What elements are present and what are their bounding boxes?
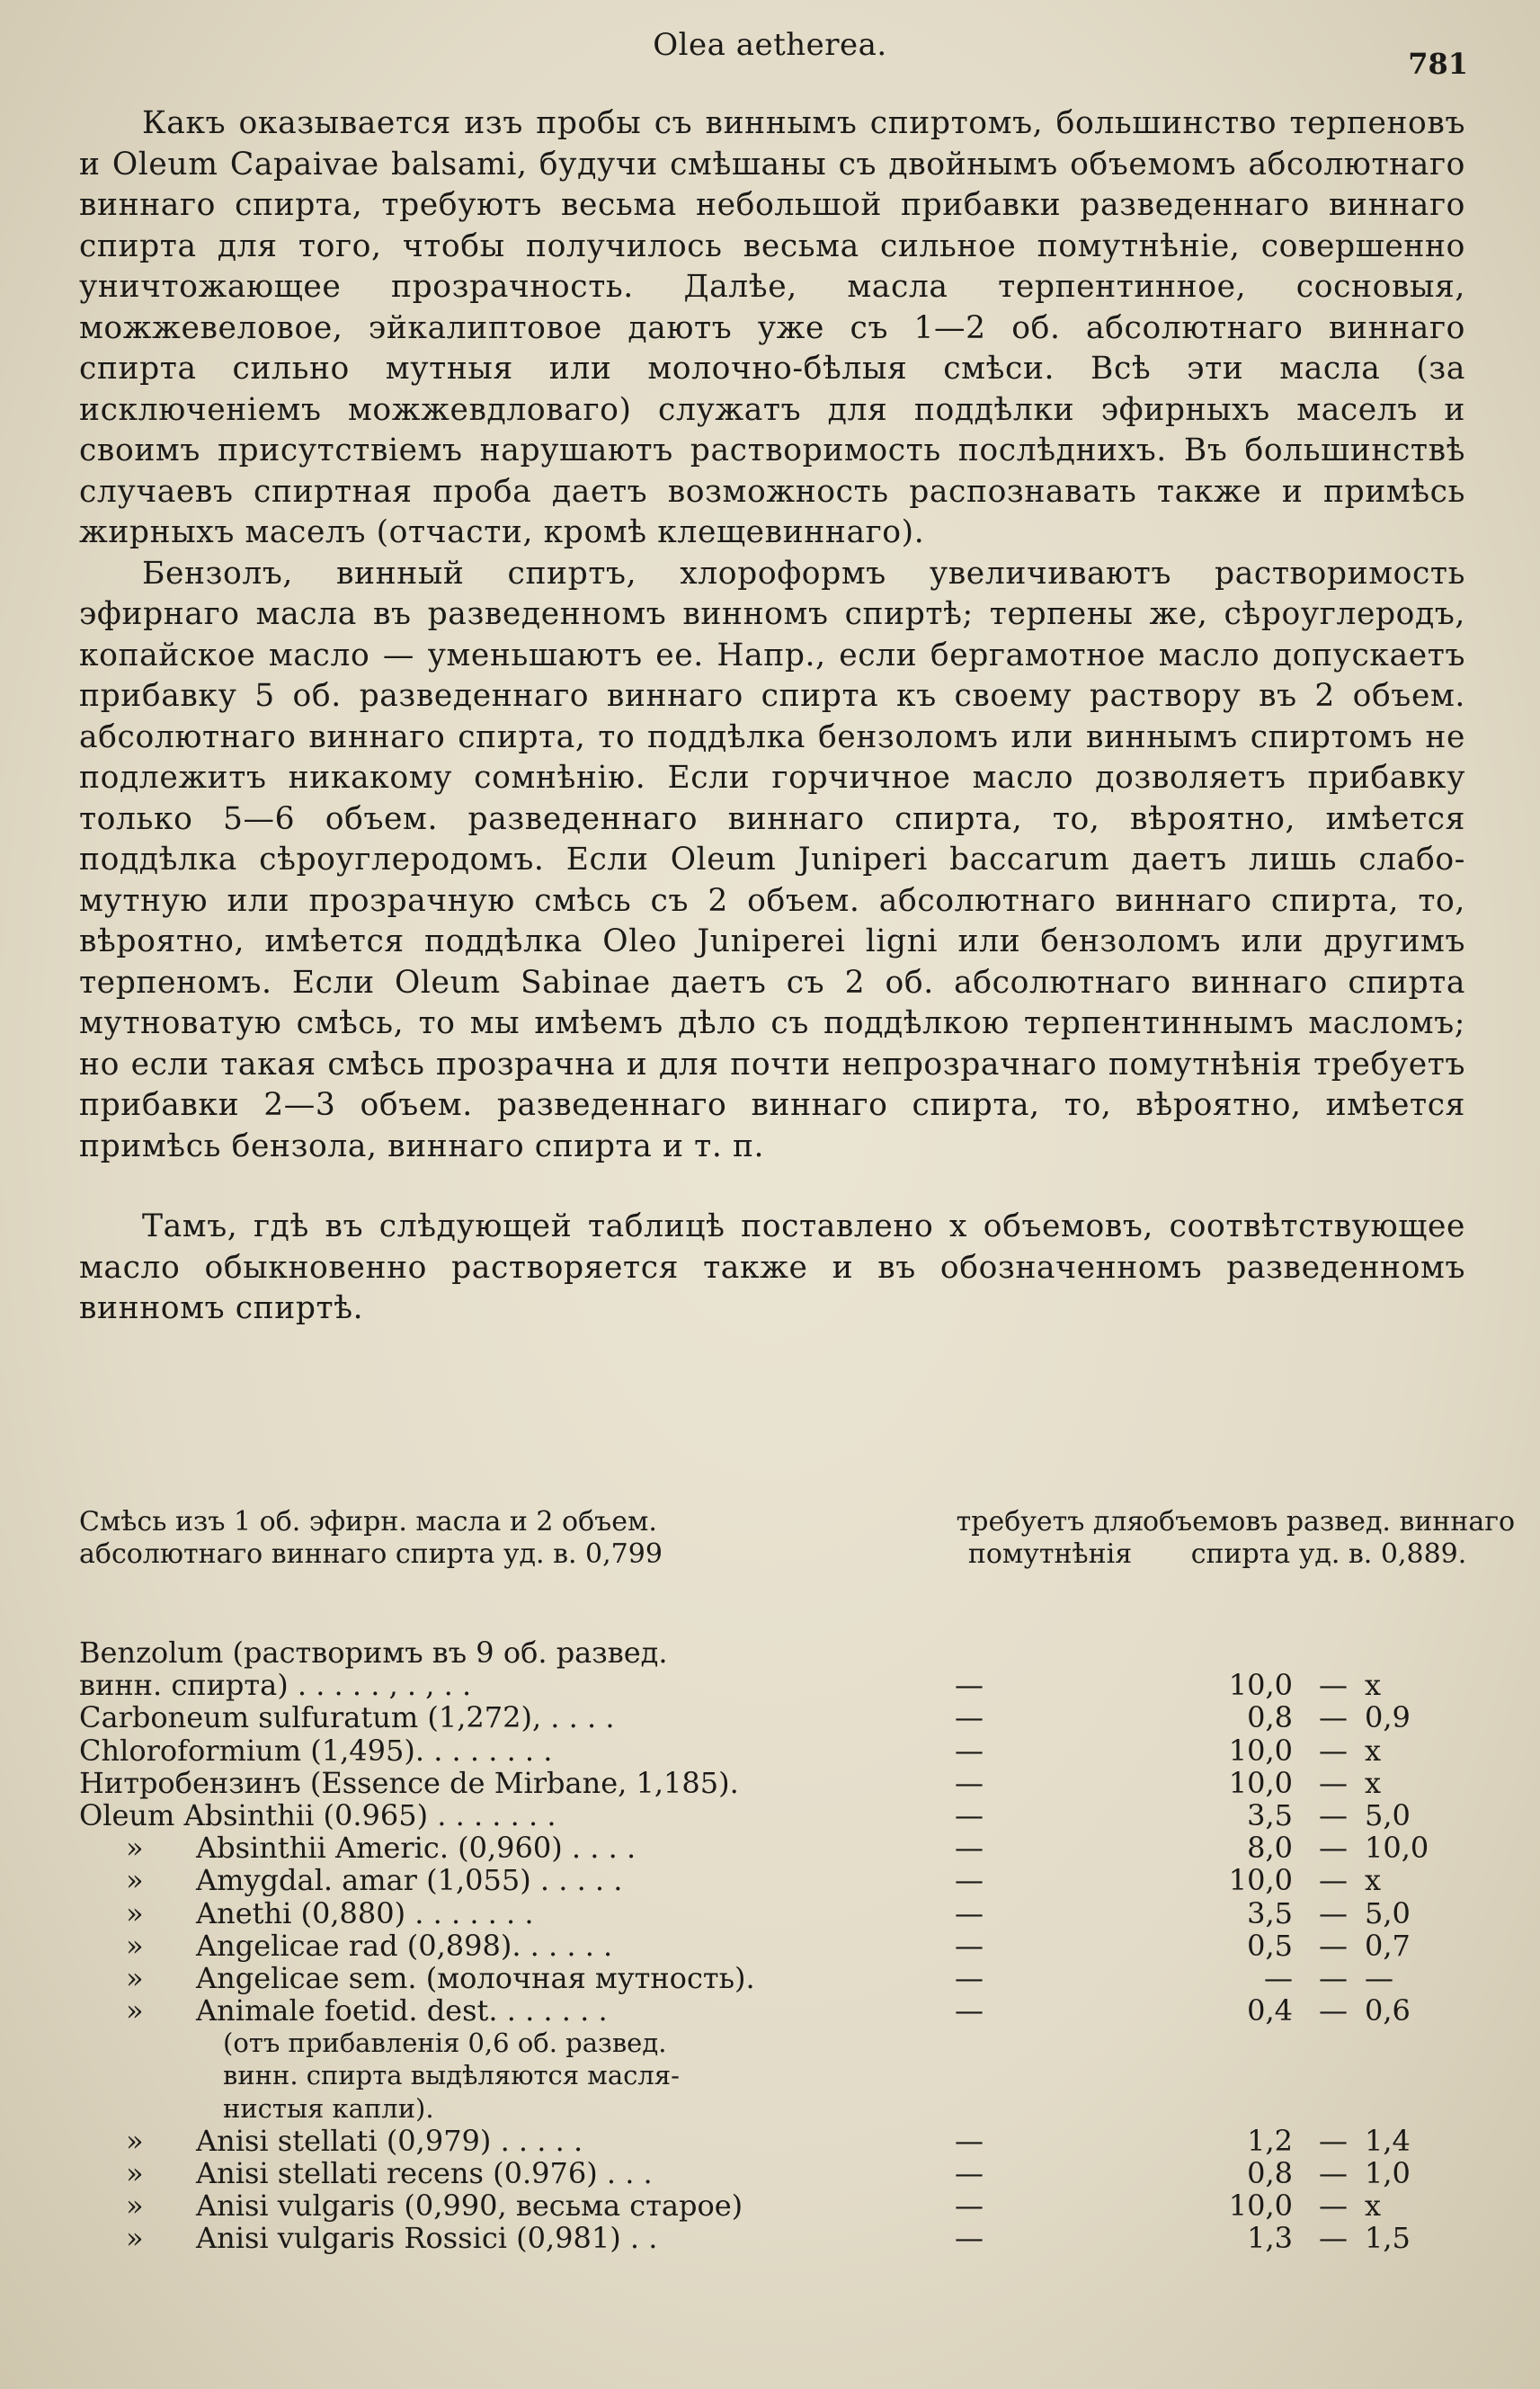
oil-name: винн. спирта) . . . . . , . , . . (79, 1668, 472, 1703)
range-dash: — (1319, 1863, 1348, 1898)
oil-name: Absinthii Americ. (0,960) . . . . (196, 1831, 636, 1866)
table-row (79, 1767, 1482, 1799)
volume-min: 10,0 (1228, 1765, 1293, 1800)
volume-min: 10,0 (1228, 1863, 1293, 1898)
oil-name: Angelicae sem. (молочная мутность). (196, 1960, 755, 1995)
column-header-volumes: объемовъ развед. виннаго спирта уд. в. 0,889. (1142, 1506, 1516, 1570)
ditto-mark: » (126, 2221, 144, 2256)
volume-max: x (1365, 1863, 1382, 1898)
range-dash: — (1319, 1960, 1348, 1995)
required-mark: — (955, 1895, 984, 1930)
table-row (79, 1701, 1482, 1734)
oil-name: Amygdal. amar (1,055) . . . . . (196, 1863, 623, 1898)
table-note-line (79, 2059, 1482, 2091)
column-header-mixture: Смѣсь изъ 1 об. эфирн. масла и 2 объем. абсолютнаго виннаго спирта уд. в. 0,799 (79, 1506, 663, 1570)
oil-name: Anethi (0,880) . . . . . . . (196, 1895, 534, 1930)
ditto-mark: » (126, 2188, 144, 2224)
oil-name: Нитробензинъ (Essence de Mirbane, 1,185). (79, 1765, 739, 1800)
range-dash: — (1319, 1928, 1348, 1963)
range-dash: — (1319, 1831, 1348, 1866)
volume-max: 0,9 (1365, 1700, 1411, 1735)
table-note-line (79, 2027, 1482, 2059)
page-number: 781 (1408, 47, 1468, 81)
paragraph: Какъ оказывается изъ пробы съ виннымъ спиртомъ, большинство терпеновъ и Oleum Capaivae balsami, будучи смѣшаны съ двойнымъ объемомъ абсолютнаго виннаго спирта, требуютъ весьма небольшой прибавки разведеннаго виннаго спирта для того, чтобы получилось весьма сильное помутнѣніе, совершенно уничтожающее прозрачность. Далѣе, масла терпентинное, сосновыя, можжевеловое, эйкалиптовое даютъ уже съ 1—2 об. абсолютнаго виннаго спирта сильно мутныя или молочно-бѣлыя смѣси. Всѣ эти масла (за исключеніемъ можжевдловаго) служатъ для поддѣлки эфирныхъ маселъ и своимъ присутствіемъ нарушаютъ растворимость послѣднихъ. Въ большинствѣ случаевъ спиртная проба даетъ возможность распознавать также и примѣсь жирныхъ маселъ (отчасти, кромѣ клещевиннаго). (79, 105, 1465, 550)
volume-min: 1,2 (1247, 2123, 1293, 2158)
required-mark: — (955, 2156, 984, 2190)
oil-name: (отъ прибавленія 0,6 об. развед. (223, 2028, 667, 2059)
range-dash: — (1319, 1700, 1348, 1735)
table-note-line (79, 2092, 1482, 2125)
required-mark: — (955, 1700, 984, 1735)
oil-name: нистыя капли). (223, 2092, 434, 2124)
ditto-mark: » (126, 1863, 144, 1898)
volume-min: — (1264, 1960, 1293, 1995)
range-dash: — (1319, 1733, 1348, 1768)
table-row (79, 2189, 1482, 2222)
volume-min: 8,0 (1247, 1831, 1293, 1866)
paragraph: Тамъ, гдѣ въ слѣдующей таблицѣ поставлено x объемовъ, соотвѣтствующее масло обыкновенно растворяется также и въ обозначенномъ разведенномъ винномъ спиртѣ. (79, 1208, 1465, 1326)
required-mark: — (955, 1928, 984, 1963)
ditto-mark: » (126, 1895, 144, 1930)
range-dash: — (1319, 1993, 1348, 2028)
required-mark: — (955, 1765, 984, 1800)
volume-max: x (1365, 1765, 1382, 1800)
volume-max: x (1365, 2188, 1382, 2224)
body-text (79, 103, 1465, 1330)
required-mark: — (955, 1668, 984, 1703)
table-row (79, 2125, 1482, 2157)
oil-name: Oleum Absinthii (0.965) . . . . . . . (79, 1797, 556, 1832)
table-row (79, 2222, 1482, 2254)
running-header: Olea aetherea. (653, 27, 887, 63)
volume-max: 10,0 (1365, 1831, 1429, 1866)
oil-name: Anisi stellati (0,979) . . . . . (196, 2123, 583, 2158)
oil-name: Carboneum sulfuratum (1,272), . . . . (79, 1700, 615, 1735)
volume-min: 0,4 (1247, 1993, 1293, 2028)
volume-min: 0,8 (1247, 2156, 1293, 2190)
volume-max: 1,0 (1365, 2156, 1411, 2190)
ditto-mark: » (126, 2123, 144, 2158)
volume-min: 1,3 (1247, 2221, 1293, 2256)
required-mark: — (955, 2188, 984, 2224)
required-mark: — (955, 2221, 984, 2256)
table-row (79, 1636, 1482, 1669)
table-row (79, 1832, 1482, 1864)
ditto-mark: » (126, 1993, 144, 2028)
required-mark: — (955, 1831, 984, 1866)
volume-min: 10,0 (1228, 2188, 1293, 2224)
required-mark: — (955, 1733, 984, 1768)
required-mark: — (955, 1863, 984, 1898)
volume-max: x (1365, 1733, 1382, 1768)
oil-name: винн. спирта выдѣляются масля- (223, 2060, 680, 2091)
solubility-table (79, 1636, 1482, 2255)
range-dash: — (1319, 2221, 1348, 2256)
oil-name: Anisi stellati recens (0.976) . . . (196, 2156, 653, 2190)
range-dash: — (1319, 1668, 1348, 1703)
paragraph: Бензолъ, винный спиртъ, хлороформъ увеличиваютъ растворимость эфирнаго масла въ разведенномъ винномъ спиртѣ; терпены же, сѣроуглеродъ, копайское масло — уменьшаютъ ее. Напр., если бергамотное масло допускаетъ прибавку 5 об. разведеннаго виннаго спирта къ своему раствору въ 2 объем. абсолютнаго виннаго спирта, то поддѣлка бензоломъ или виннымъ спиртомъ не подлежитъ никакому сомнѣнію. Если горчичное масло дозволяетъ прибавку только 5—6 объем. разведеннаго виннаго спирта, то, вѣроятно, имѣется поддѣлка сѣроуглеродомъ. Если Oleum Juniperi baccarum даетъ лишь слабо-мутную или прозрачную смѣсь съ 2 объем. абсолютнаго виннаго спирта, то, вѣроятно, имѣется поддѣлка Oleo Juniperei ligni или бензоломъ или другимъ терпеномъ. Если Oleum Sabinae даетъ съ 2 об. абсолютнаго виннаго спирта мутноватую смѣсь, то мы имѣемъ дѣло съ поддѣлкою терпентиннымъ масломъ; но если такая смѣсь прозрачна и для почти непрозрачнаго помутнѣнія требуетъ прибавки 2—3 объем. разведеннаго виннаго спирта, то, вѣроятно, имѣется примѣсь бензола, виннаго спирта и т. п. (79, 555, 1465, 1164)
range-dash: — (1319, 2156, 1348, 2190)
ditto-mark: » (126, 1831, 144, 1866)
range-dash: — (1319, 2188, 1348, 2224)
volume-min: 3,5 (1247, 1895, 1293, 1930)
range-dash: — (1319, 1765, 1348, 1800)
oil-name: Animale foetid. dest. . . . . . . (196, 1993, 608, 2028)
table-row (79, 1897, 1482, 1930)
table-row (79, 1669, 1482, 1701)
required-mark: — (955, 1993, 984, 2028)
volume-max: 5,0 (1365, 1797, 1411, 1832)
table-row (79, 1799, 1482, 1832)
volume-min: 0,8 (1247, 1700, 1293, 1735)
oil-name: Anisi vulgaris (0,990, весьма старое) (196, 2188, 743, 2224)
volume-max: 1,5 (1365, 2221, 1411, 2256)
volume-min: 3,5 (1247, 1797, 1293, 1832)
volume-max: 0,7 (1365, 1928, 1411, 1963)
volume-max: 5,0 (1365, 1895, 1411, 1930)
volume-max: 0,6 (1365, 1993, 1411, 2028)
volume-min: 0,5 (1247, 1928, 1293, 1963)
table-row (79, 2157, 1482, 2189)
table-row (79, 1962, 1482, 1994)
volume-max: 1,4 (1365, 2123, 1411, 2158)
oil-name: Benzolum (растворимъ въ 9 об. развед. (79, 1636, 668, 1670)
volume-max: — (1365, 1960, 1393, 1995)
ditto-mark: » (126, 1960, 144, 1995)
range-dash: — (1319, 1895, 1348, 1930)
volume-min: 10,0 (1228, 1733, 1293, 1768)
required-mark: — (955, 1960, 984, 1995)
required-mark: — (955, 1797, 984, 1832)
range-dash: — (1319, 2123, 1348, 2158)
table-row (79, 1994, 1482, 2027)
oil-name: Chloroformium (1,495). . . . . . . . (79, 1733, 553, 1768)
oil-name: Anisi vulgaris Rossici (0,981) . . (196, 2221, 658, 2256)
range-dash: — (1319, 1797, 1348, 1832)
ditto-mark: » (126, 1928, 144, 1963)
volume-max: x (1365, 1668, 1382, 1703)
volume-min: 10,0 (1228, 1668, 1293, 1703)
oil-name: Angelicae rad (0,898). . . . . . (196, 1928, 613, 1963)
required-mark: — (955, 2123, 984, 2158)
column-header-required: требуетъ для помутнѣнія (956, 1506, 1144, 1570)
table-row (79, 1930, 1482, 1962)
table-row (79, 1864, 1482, 1896)
ditto-mark: » (126, 2156, 144, 2190)
table-row (79, 1734, 1482, 1767)
